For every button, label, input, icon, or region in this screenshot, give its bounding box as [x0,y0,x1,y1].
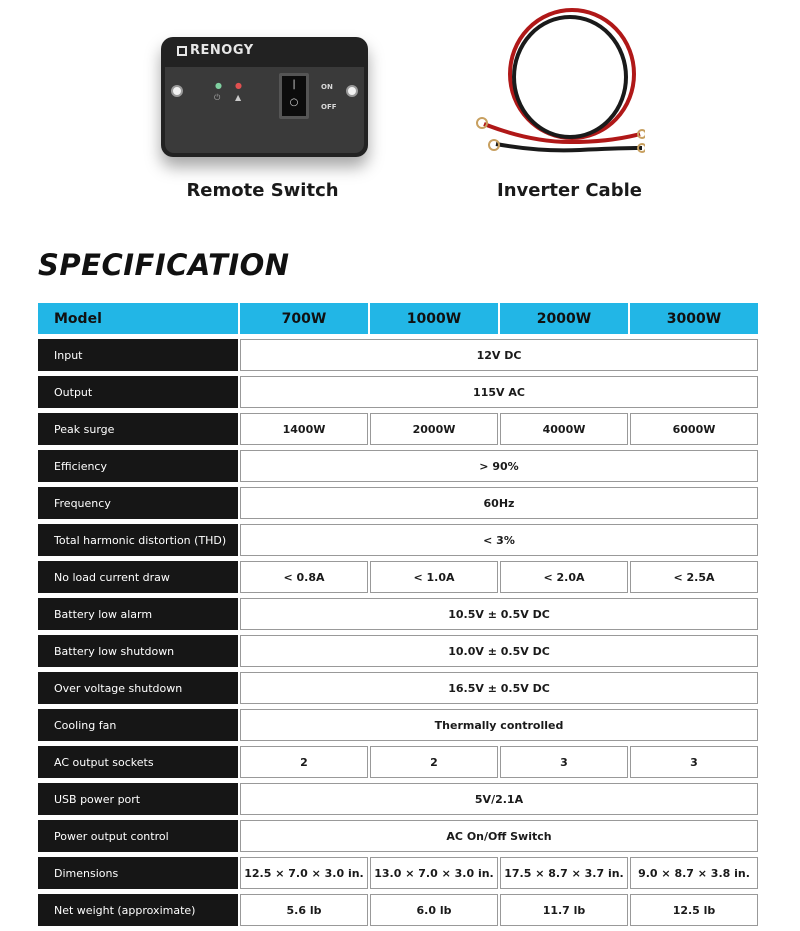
remote-switch-image [161,37,368,157]
model-1000w-header: 1000W [370,303,498,334]
table-row [38,413,758,445]
row-value: 3 [500,746,628,778]
table-row [38,376,758,408]
table-row [38,635,758,667]
rocker-switch-icon: | ○ [279,73,309,119]
row-value: 12.5 lb [630,894,758,926]
row-value: 10.5V ± 0.5V DC [240,598,758,630]
power-symbol-icon: ⏻ [214,93,221,102]
row-value: 3 [630,746,758,778]
row-value: 4000W [500,413,628,445]
table-row [38,487,758,519]
row-value: 9.0 × 8.7 × 3.8 in. [630,857,758,889]
row-value: < 1.0A [370,561,498,593]
row-value: > 90% [240,450,758,482]
table-row [38,524,758,556]
inverter-cable-image [470,2,645,167]
row-label: Power output control [38,820,238,852]
row-value: 11.7 lb [500,894,628,926]
table-row [38,561,758,593]
table-row [38,672,758,704]
row-value: 115V AC [240,376,758,408]
table-row [38,709,758,741]
row-label: Total harmonic distortion (THD) [38,524,238,556]
table-row [38,820,758,852]
row-label: Net weight (approximate) [38,894,238,926]
row-value: 6000W [630,413,758,445]
remote-switch-caption: Remote Switch [186,180,339,201]
row-label: USB power port [38,783,238,815]
row-value: 10.0V ± 0.5V DC [240,635,758,667]
row-value: 60Hz [240,487,758,519]
row-value: 12.5 × 7.0 × 3.0 in. [240,857,368,889]
row-value: 2000W [370,413,498,445]
row-value: < 2.0A [500,561,628,593]
table-row [38,746,758,778]
row-value: 5V/2.1A [240,783,758,815]
row-value: AC On/Off Switch [240,820,758,852]
row-label: Cooling fan [38,709,238,741]
row-label: Frequency [38,487,238,519]
alarm-led-icon: ● [235,81,242,90]
off-label: OFF [321,103,337,111]
row-value: 2 [370,746,498,778]
inverter-cable-caption: Inverter Cable [497,180,642,201]
table-row [38,450,758,482]
row-value: 13.0 × 7.0 × 3.0 in. [370,857,498,889]
row-label: No load current draw [38,561,238,593]
table-row [38,783,758,815]
row-label: Peak surge [38,413,238,445]
row-value: 17.5 × 8.7 × 3.7 in. [500,857,628,889]
row-label: AC output sockets [38,746,238,778]
row-label: Efficiency [38,450,238,482]
row-value: 1400W [240,413,368,445]
row-value: 6.0 lb [370,894,498,926]
power-led-icon: ● [215,81,222,90]
model-2000w-header: 2000W [500,303,628,334]
mount-hole-icon [171,85,183,97]
warning-triangle-icon: ▲ [235,93,242,102]
row-label: Battery low alarm [38,598,238,630]
table-row [38,339,758,371]
row-label: Output [38,376,238,408]
row-value: Thermally controlled [240,709,758,741]
specification-heading: SPECIFICATION [38,248,290,282]
row-label: Battery low shutdown [38,635,238,667]
table-row [38,857,758,889]
row-value: 2 [240,746,368,778]
brand-logo: RENOGY [177,43,254,58]
row-value: 16.5V ± 0.5V DC [240,672,758,704]
table-row [38,598,758,630]
model-3000w-header: 3000W [630,303,758,334]
row-label: Over voltage shutdown [38,672,238,704]
specification-table-body [38,339,758,926]
model-700w-header: 700W [240,303,368,334]
row-value: 5.6 lb [240,894,368,926]
row-label: Input [38,339,238,371]
row-value: 12V DC [240,339,758,371]
row-value: < 0.8A [240,561,368,593]
row-value: < 2.5A [630,561,758,593]
table-row [38,894,758,926]
row-value: < 3% [240,524,758,556]
mount-hole-icon [346,85,358,97]
model-header: Model [38,303,238,334]
specification-table [36,298,760,931]
row-label: Dimensions [38,857,238,889]
on-label: ON [321,83,333,91]
table-header-row [38,303,758,334]
